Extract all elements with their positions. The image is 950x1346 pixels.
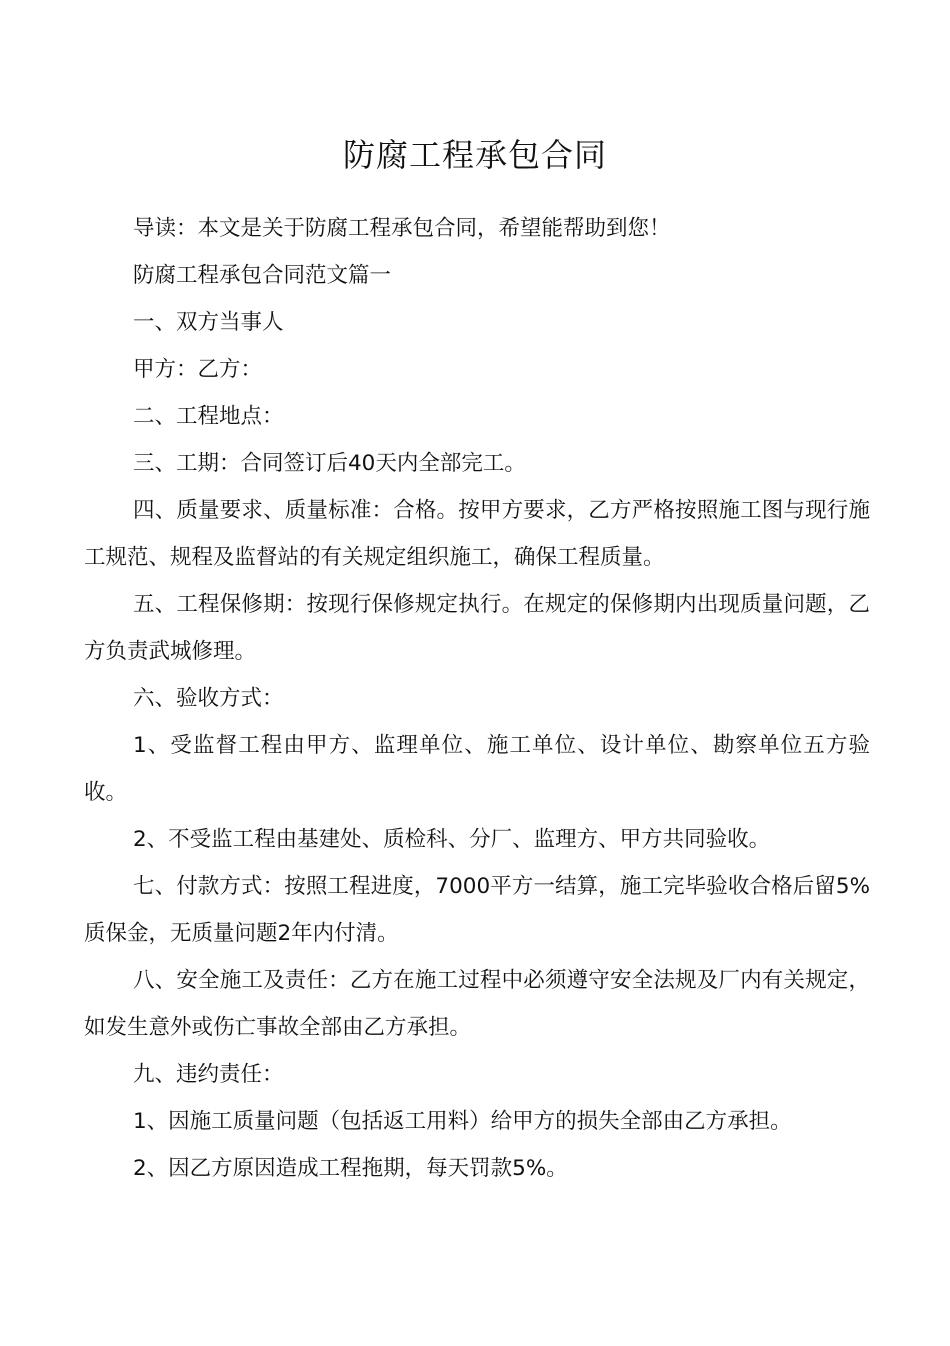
intro-paragraph: 导读：本文是关于防腐工程承包合同，希望能帮助到您！ <box>133 216 671 241</box>
clause-acceptance: 六、验收方式： <box>133 686 284 711</box>
clause-safety: 八、安全施工及责任：乙方在施工过程中必须遵守安全法规及厂内有关规定，如发生意外或伤亡事故全部由乙方承担。 <box>84 968 870 1040</box>
acceptance-item-2: 2、不受监工程由基建处、质检科、分厂、监理方、甲方共同验收。 <box>133 827 771 852</box>
clause-party-names: 甲方：乙方： <box>133 357 263 382</box>
clause-quality: 四、质量要求、质量标准：合格。按甲方要求，乙方严格按照施工图与现行施工规范、规程及监督站的有关规定组织施工，确保工程质量。 <box>84 498 870 570</box>
document-title: 防腐工程承包合同 <box>342 136 607 174</box>
acceptance-item-1: 1、受监督工程由甲方、监理单位、施工单位、设计单位、勘察单位五方验收。 <box>84 733 870 805</box>
section-heading: 防腐工程承包合同范文篇一 <box>133 263 392 288</box>
clause-duration: 三、工期：合同签订后40天内全部完工。 <box>133 451 526 476</box>
liability-item-2: 2、因乙方原因造成工程拖期，每天罚款5%。 <box>133 1156 568 1181</box>
clause-payment: 七、付款方式：按照工程进度，7000平方一结算，施工完毕验收合格后留5%质保金，无质量问题2年内付清。 <box>84 874 870 946</box>
clause-warranty: 五、工程保修期：按现行保修规定执行。在规定的保修期内出现质量问题，乙方负责武城修理。 <box>84 592 870 664</box>
clause-location: 二、工程地点： <box>133 404 284 429</box>
clause-liability: 九、违约责任： <box>133 1062 284 1087</box>
clause-parties: 一、双方当事人 <box>133 310 284 335</box>
document-body <box>84 205 870 1192</box>
liability-item-1: 1、因施工质量问题（包括返工用料）给甲方的损失全部由乙方承担。 <box>133 1109 792 1134</box>
